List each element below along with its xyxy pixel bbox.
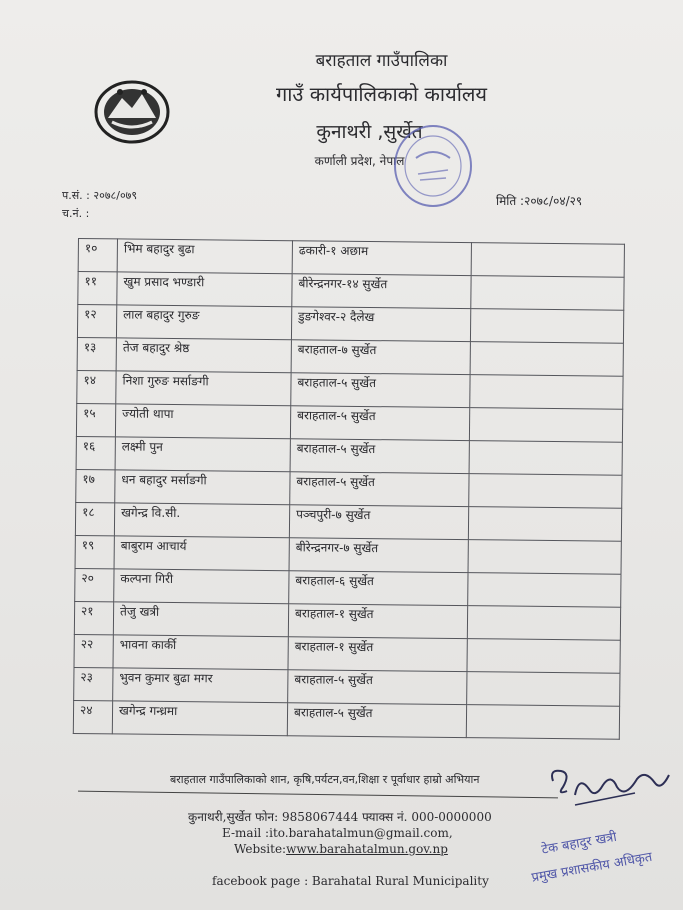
serial-number-cell: ११ bbox=[78, 272, 117, 305]
serial-number-cell: १३ bbox=[77, 337, 116, 370]
name-cell: लाल बहादुर गुरुङ bbox=[116, 305, 291, 340]
name-cell: भिम बहादुर बुढा bbox=[117, 239, 292, 274]
footer-email: E-mail :ito.barahatalmun@gmail.com, bbox=[222, 826, 453, 840]
name-cell: लक्ष्मी पुन bbox=[115, 437, 290, 472]
name-cell: ज्योती थापा bbox=[115, 404, 290, 439]
signatory-name: टेक बहादुर खत्री bbox=[540, 829, 618, 858]
address-cell: बराहताल-५ सुर्खेत bbox=[290, 439, 469, 474]
serial-number-cell: १० bbox=[78, 239, 117, 272]
name-cell: तेजु खत्री bbox=[113, 602, 288, 637]
remarks-cell bbox=[466, 705, 619, 740]
name-cell: भुवन कुमार बुढा मगर bbox=[113, 668, 288, 703]
serial-number-cell: २४ bbox=[73, 700, 112, 733]
office-location: कुनाथरी ,सुर्खेत bbox=[316, 121, 423, 143]
address-cell: बराहताल-१ सुर्खेत bbox=[288, 604, 467, 639]
address-cell: पञ्चपुरी-७ सुर्खेत bbox=[289, 505, 468, 540]
address-cell: बराहताल-५ सुर्खेत bbox=[290, 406, 469, 441]
address-cell: बराहताल-५ सुर्खेत bbox=[287, 703, 466, 738]
serial-number-cell: १२ bbox=[77, 305, 116, 338]
serial-number-cell: १८ bbox=[75, 502, 114, 535]
name-cell: खुम प्रसाद भण्डारी bbox=[117, 272, 292, 307]
municipality-name: बराहताल गाउँपालिका bbox=[315, 51, 448, 71]
reference-number: प.सं. : २०७८/०७९ bbox=[62, 189, 138, 202]
address-cell: बराहताल-५ सुर्खेत bbox=[288, 670, 467, 705]
table-row bbox=[73, 700, 619, 739]
serial-number-cell: १४ bbox=[77, 370, 116, 403]
serial-number-cell: १७ bbox=[76, 469, 115, 502]
remarks-cell bbox=[469, 408, 622, 443]
name-cell: भावना कार्की bbox=[113, 635, 288, 670]
name-cell: बाबुराम आचार्य bbox=[114, 536, 289, 571]
footer-slogan: बराहताल गाउँपालिकाको शान, कृषि,पर्यटन,वन,शिक्षा र पूर्वाधार हाम्रो अभियान bbox=[170, 773, 480, 786]
address-cell: बराहताल-६ सुर्खेत bbox=[289, 571, 468, 606]
serial-number-cell: १९ bbox=[75, 535, 114, 568]
serial-number-cell: १५ bbox=[76, 403, 115, 436]
website-link[interactable]: www.barahatalmun.gov.np bbox=[286, 842, 448, 856]
footer-phone: कुनाथरी,सुर्खेत फोन: 9858067444 फ्याक्स नं. 000-0000000 bbox=[188, 810, 492, 824]
handwritten-signature-icon bbox=[545, 765, 675, 825]
address-cell: बराहताल-१ सुर्खेत bbox=[288, 637, 467, 672]
name-cell: खगेन्द्र गन्ध्रमा bbox=[112, 701, 287, 736]
name-cell: कल्पना गिरी bbox=[114, 569, 289, 604]
office-stamp-icon bbox=[388, 120, 478, 212]
remarks-cell bbox=[470, 375, 623, 410]
name-cell: निशा गुरुङ मर्साङगी bbox=[116, 371, 291, 406]
letter-date: मिति :२०७८/०४/२९ bbox=[496, 194, 583, 208]
participant-table bbox=[73, 238, 625, 740]
address-cell: बीरेन्द्रनगर-१४ सुर्खेत bbox=[292, 274, 471, 309]
name-cell: तेज बहादुर श्रेष्ठ bbox=[116, 338, 291, 373]
address-cell: बराहताल-७ सुर्खेत bbox=[291, 340, 470, 375]
address-cell: बीरेन्द्रनगर-७ सुर्खेत bbox=[289, 538, 468, 573]
name-cell: खगेन्द्र वि.सी. bbox=[114, 503, 289, 538]
serial-number-cell: २१ bbox=[74, 601, 113, 634]
remarks-cell bbox=[469, 474, 622, 509]
dispatch-number: च.नं. : bbox=[62, 207, 90, 220]
province-name: कर्णाली प्रदेश, नेपाल bbox=[314, 154, 405, 168]
website-label: Website: bbox=[234, 842, 287, 856]
serial-number-cell: २० bbox=[75, 568, 114, 601]
remarks-cell bbox=[468, 573, 621, 608]
serial-number-cell: २३ bbox=[74, 667, 113, 700]
remarks-cell bbox=[467, 639, 620, 674]
remarks-cell bbox=[469, 441, 622, 476]
signatory-title: प्रमुख प्रशासकीय अधिकृत bbox=[530, 849, 654, 886]
remarks-cell bbox=[470, 309, 623, 344]
address-cell: बराहताल-५ सुर्खेत bbox=[291, 373, 470, 408]
remarks-cell bbox=[471, 243, 624, 278]
serial-number-cell: १६ bbox=[76, 436, 115, 469]
address-cell: ढकारी-१ अछाम bbox=[292, 241, 471, 276]
remarks-cell bbox=[467, 672, 620, 707]
remarks-cell bbox=[468, 507, 621, 542]
remarks-cell bbox=[468, 540, 621, 575]
name-cell: धन बहादुर मर्साङगी bbox=[115, 470, 290, 505]
remarks-cell bbox=[467, 606, 620, 641]
footer-website bbox=[234, 842, 448, 856]
address-cell: बराहताल-५ सुर्खेत bbox=[290, 472, 469, 507]
serial-number-cell: २२ bbox=[74, 634, 113, 667]
remarks-cell bbox=[471, 276, 624, 311]
footer-facebook: facebook page : Barahatal Rural Municipality bbox=[212, 874, 489, 888]
office-name: गाउँ कार्यपालिकाको कार्यालय bbox=[275, 82, 488, 106]
address-cell: डुङगेश्वर-२ दैलेख bbox=[291, 307, 470, 342]
remarks-cell bbox=[470, 342, 623, 377]
